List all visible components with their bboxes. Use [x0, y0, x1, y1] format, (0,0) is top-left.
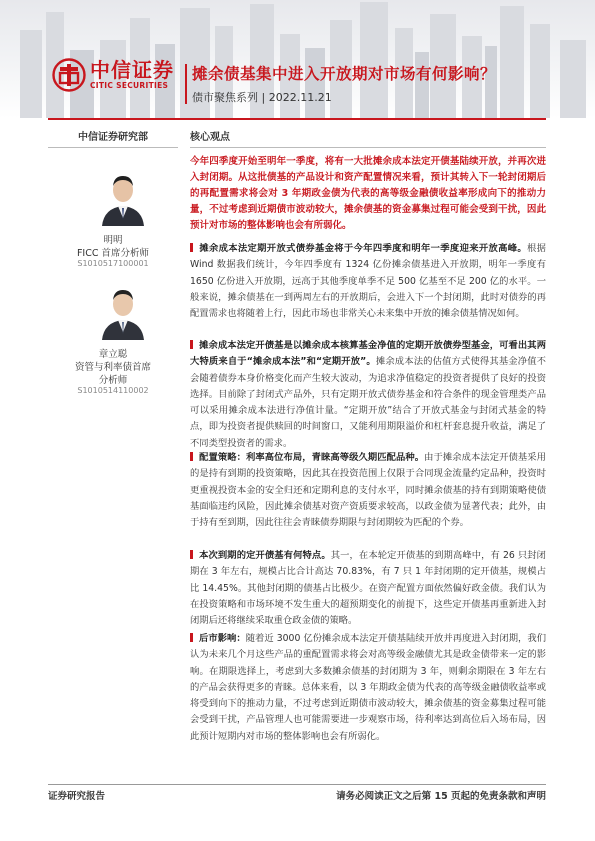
bullet-marker — [190, 340, 193, 349]
paragraph-lead: 摊余成本法定期开放式债券基金将于今年四季度和明年一季度迎来开放高峰。 — [199, 243, 528, 254]
author-license-id: S1010514110002 — [77, 386, 149, 395]
paragraph-body: 摊余成本法的估值方式使得其基金净值不会随着债券本身价格变化而产生较大波动，为追求净值稳定的投资者提供了良好的投资选择。目前除了封闭式产品外，只有定期开放式债券基金和符合条件的现金管理类产品可以采用摊余成本法进行净值计量。“定期开放”结合了开放式基金与封闭式基金的特点，即为投资者提供赎回的时间窗口，又能利用期限溢价和杠杆套息提升收益，满足了不同类型投资者的需求。 — [190, 356, 546, 449]
logo-chinese-text: 中信证券 — [90, 58, 174, 82]
citic-logo-icon — [52, 58, 86, 92]
paragraph-body: 随着近 3000 亿份摊余成本法定开债基陆续开放并再度进入封闭期，我们认为未来几个月这些产品的重配置需求将会对高等级金融债尤其是政金债带来一定的影响。在期限选择上，考虑到大多数摊余债基的封闭期为 3 年，则剩余期限在 3 年左右的产品会获得更多的青睐。总体来看，以 3 年期政金债为代表的高等级金融债收益率或将受到向下的推动力量，不过考虑到近期债市波动较大，摊余债基的资金募集过程可能会受到干扰，产品管理人也可能需要进一步观察市场，待利率达到高位后入场布局，因此预计短期内对市场的整体影响也会有所弱化。 — [190, 633, 546, 742]
body-paragraph — [190, 338, 546, 452]
author-license-id: S1010517100001 — [77, 259, 149, 268]
paragraph-body: 根据 Wind 数据我们统计，今年四季度有 1324 亿份摊余债基进入开放期，明年一季度有 1650 亿份进入开放期，远高于其他季度单季不足 500 亿基至不足 200 亿的水平。一般来说，摊余债基在一到两周左右的开放期后，会进入下一个封闭期，此时对债券的再配置需求也将随着上行，因此市场也非常关心未来集中开放的摊余债基情况如何。 — [190, 243, 546, 320]
logo-english-text: CITIC SECURITIES — [90, 81, 169, 90]
paragraph-lead: 后市影响： — [199, 633, 246, 644]
series-separator: | — [261, 91, 266, 104]
summary-paragraph: 今年四季度开始至明年一季度，将有一大批摊余成本法定开债基陆续开放，并再次进入封闭期。从这批债基的产品设计和资产配置情况来看，预计其转入下一轮封闭期后的再配置需求将会对 3 年期政金债为代表的高等级金融债收益率形成向下的推动力量，不过考虑到近期债市波动较大，摊余债基的资金募集过程可能会受到干扰，因此预计对市场的整体影响也会有所弱化。 — [190, 156, 546, 231]
core-views-heading: 核心观点 — [190, 128, 546, 148]
author-name: 明明 — [103, 235, 123, 246]
footer-rule — [48, 784, 546, 785]
report-title: 摊余债基集中进入开放期对市场有何影响？ — [192, 65, 497, 83]
footer-report-type: 证券研究报告 — [48, 791, 106, 802]
paragraph-lead: 摊余成本法定开债基是以摊余成本核算基金净值的定期开放债券型基金，可看出其两大特质来自于“摊余成本法”和“定期开放”。 — [190, 340, 546, 368]
footer-disclaimer: 请务必阅读正文之后第 15 页起的免责条款和声明 — [336, 791, 546, 802]
body-paragraph — [190, 450, 546, 531]
author-photo — [98, 168, 148, 226]
company-logo — [52, 58, 174, 92]
body-paragraph — [190, 548, 546, 629]
bullet-marker — [190, 633, 193, 642]
author-title-line2: 分析师 — [98, 375, 128, 386]
report-date: 2022.11.21 — [268, 91, 332, 104]
paragraph-lead: 配置策略：利率高位布局，青睐高等级久期匹配品种。 — [199, 452, 425, 463]
body-paragraph — [190, 631, 546, 745]
author-photo — [98, 282, 148, 340]
bullet-marker — [190, 550, 193, 559]
report-series-line — [192, 89, 332, 105]
series-name: 债市聚焦系列 — [192, 91, 258, 104]
report-header — [0, 0, 595, 118]
paragraph-lead: 本次到期的定开债基有何特点。 — [199, 550, 331, 561]
bullet-marker — [190, 243, 193, 252]
author-name: 章立聪 — [98, 349, 128, 360]
author-title: FICC 首席分析师 — [76, 248, 150, 259]
paragraph-body: 其一，在本轮定开债基的到期高峰中，有 26 只封闭期在 3 年左右，规模占比合计高达 70.83%，有 7 只 1 年封闭期的定开债基，规模占比 14.45%。其他封闭期的债基占比极少。在资产配置方面依然偏好政金债。我们认为在投资策略和市场环境不发生重大的超预期变化的前提下，这些定开债基再重新进入封闭期后还将继续采取重仓政金债的策略。 — [190, 550, 546, 627]
body-paragraph — [190, 241, 546, 322]
paragraph-body: 由于摊余成本法定开债基采用的是持有到期的投资策略，因此其在投资范围上仅限于合同现金流量约定品种，投资时更重视投资本金的安全归还和定期利息的支付水平，同时摊余债基的持有到期策略使债基面临违约风险，因此摊余债基对资产资质要求较高，以政金债为显著代表；此外，由于持有至到期，因此往往会青睐债券期限与封闭期较为匹配的个券。 — [190, 452, 546, 529]
header-divider — [185, 64, 187, 104]
left-column — [48, 128, 178, 148]
author-title: 资管与利率债首席 — [74, 362, 151, 373]
bullet-marker — [190, 452, 193, 461]
header-red-rule — [48, 118, 546, 120]
research-dept-heading: 中信证券研究部 — [48, 128, 178, 148]
